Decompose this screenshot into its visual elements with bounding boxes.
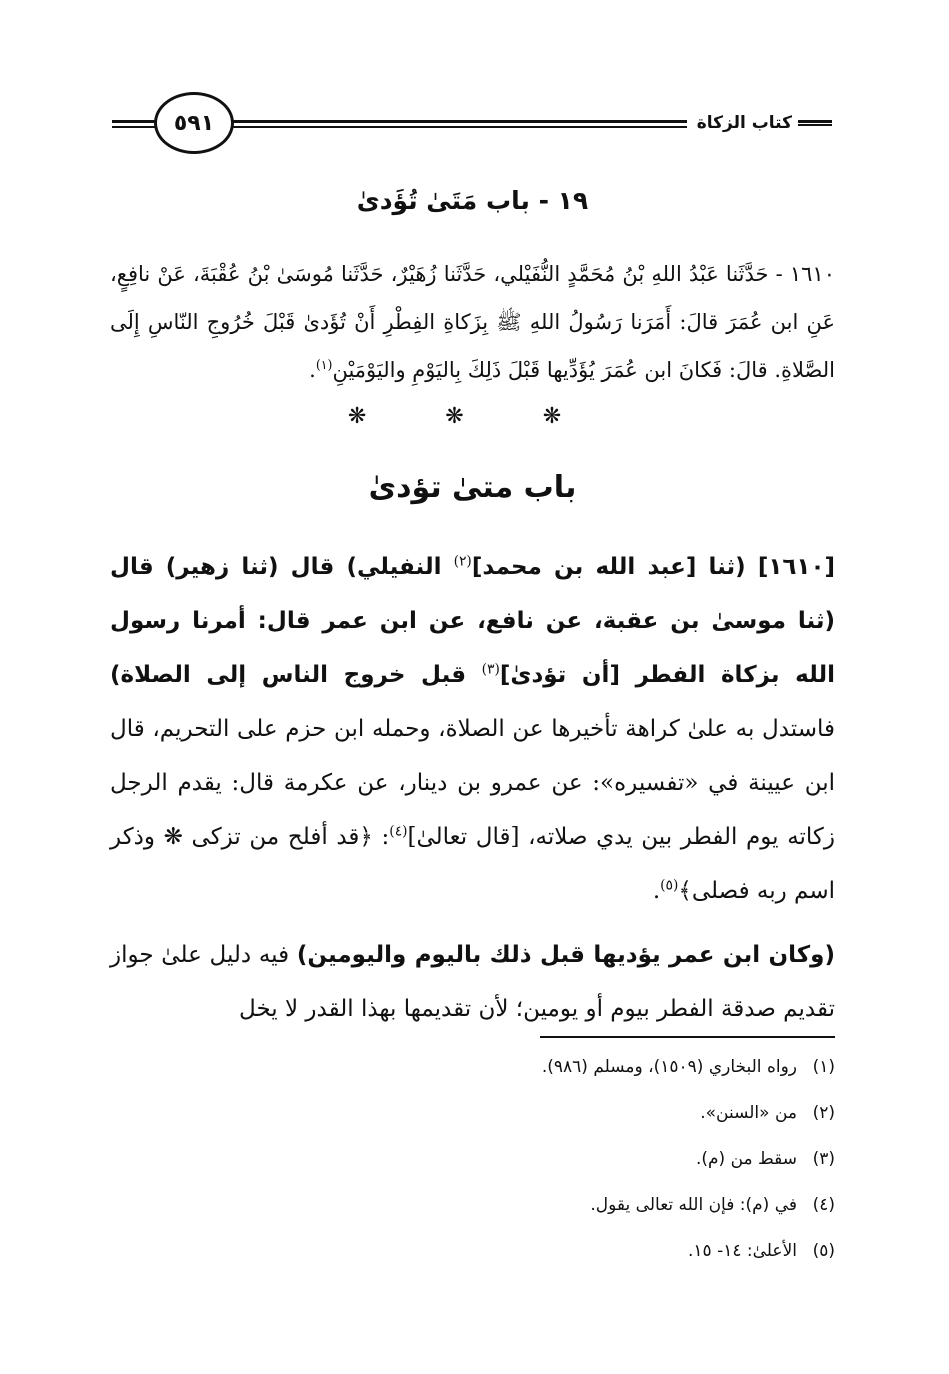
running-title-text: كتاب الزكاة <box>696 113 792 133</box>
page-header <box>112 92 832 154</box>
hadith-end: . <box>309 358 316 382</box>
footnote-ref-5: (٥) <box>660 877 679 894</box>
commentary-paragraph-1 <box>110 540 835 918</box>
commentary-text-2: فيه دليل علىٰ جواز تقديم صدقة الفطر بيوم أو يومين؛ لأن تقديمها بهذا القدر لا يخل <box>110 942 835 1022</box>
footnote-item <box>110 1144 835 1190</box>
hadith-text <box>110 250 835 394</box>
footnote-mark: (٣) <box>812 1149 835 1169</box>
footnote-text: من «السنن». <box>700 1103 797 1123</box>
commentary-quote-c: قبل خروج الناس إلى الصلاة) <box>110 662 482 688</box>
hadith-body: ١٦١٠ - حَدَّثَنا عَبْدُ اللهِ بْنُ مُحَمَّدٍ النُّفَيْلي، حَدَّثَنا زُهَيْرٌ، حَدَّثَنا مُوسَىٰ بْنُ عُقْبَةَ، عَنْ نافِعٍ، عَنِ ابن عُمَرَ قالَ: أَمَرَنا رَسُولُ اللهِ ﷺ بِزَكاةِ الفِطْرِ أَنْ تُؤَدىٰ قَبْلَ خُرُوجِ النّاسِ إِلَى الصَّلاةِ. قالَ: فَكانَ ابن عُمَرَ يُؤَدِّيها قَبْلَ ذَلِكَ بِاليَوْمِ واليَوْمَيْنِ <box>110 262 835 382</box>
commentary-text-d: فاستدل به علىٰ كراهة تأخيرها عن الصلاة، وحمله ابن حزم على التحريم، قال ابن عيينة في «تفسيره»: عن عمرو بن دينار، عن عكرمة قال: يقدم الرجل زكاته يوم الفطر بين يدي صلاته، [قال تعالىٰ] <box>110 716 835 850</box>
commentary-paragraph-2 <box>110 928 835 1036</box>
footnote-text: الأعلىٰ: ١٤- ١٥. <box>688 1241 797 1261</box>
footnote-mark: (٢) <box>812 1103 835 1123</box>
running-title <box>687 112 832 134</box>
footnote-item <box>110 1052 835 1098</box>
footnote-mark: (٤) <box>812 1195 835 1215</box>
footnote-divider <box>540 1036 835 1038</box>
commentary <box>110 540 835 1046</box>
footnote-ref-3: (٣) <box>481 661 500 678</box>
footnote-item <box>110 1190 835 1236</box>
footnote-text: رواه البخاري (١٥٠٩)، ومسلم (٩٨٦). <box>541 1057 797 1077</box>
footnote-ref-4: (٤) <box>389 823 408 840</box>
commentary-text-f: . <box>652 878 661 904</box>
section-separator: ❋ ❋ ❋ <box>347 404 598 429</box>
footnote-ref-2: (٢) <box>453 553 472 570</box>
footnote-text: في (م): فإن الله تعالى يقول. <box>590 1195 797 1215</box>
footnote-mark: (٥) <box>812 1241 835 1261</box>
chapter-heading: ١٩ - باب مَتَىٰ تُؤَدىٰ <box>356 186 589 215</box>
footnote-text: سقط من (م). <box>695 1149 797 1169</box>
footnote-ref-1: (١) <box>315 357 333 372</box>
page-number: ٥٩١ <box>154 92 234 154</box>
commentary-quote-2: (وكان ابن عمر يؤديها قبل ذلك باليوم واليومين) <box>296 942 835 968</box>
footnotes-list <box>110 1052 835 1282</box>
footnote-item <box>110 1098 835 1144</box>
commentary-quote-b: النفيلي) قال (ثنا زهير) قال (ثنا موسىٰ بن عقبة، عن نافع، عن ابن عمر قال: أمرنا رسول الله بزكاة الفطر [أن تؤدىٰ] <box>110 554 835 688</box>
running-title-lead-rule <box>798 120 832 126</box>
commentary-text-e: : ﴿قد أفلح من تزكى ❋ وذكر اسم ربه فصلى﴾ <box>110 824 835 904</box>
section-heading: باب متىٰ تؤدىٰ <box>368 470 577 505</box>
commentary-quote-a: [١٦١٠] (ثنا [عبد الله بن محمد] <box>471 554 835 580</box>
footnote-mark: (١) <box>812 1057 835 1077</box>
footnote-item <box>110 1236 835 1282</box>
